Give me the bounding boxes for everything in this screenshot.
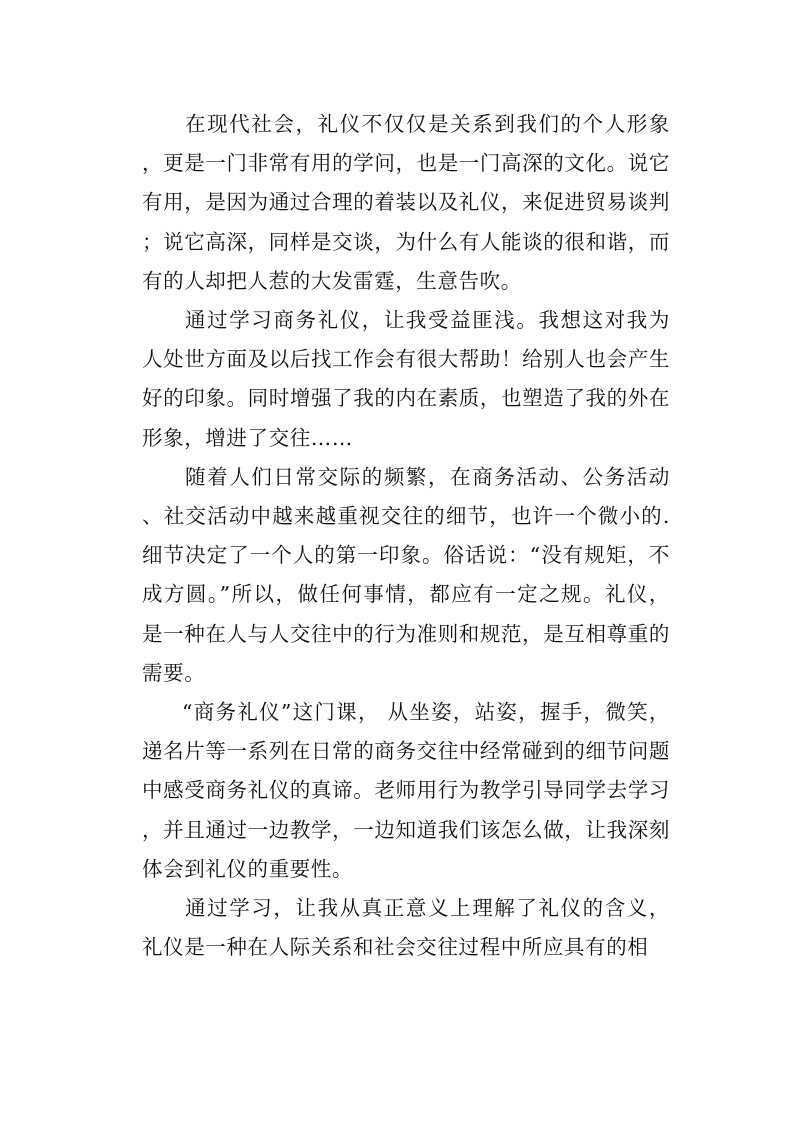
paragraph-2: 通过学习商务礼仪，让我受益匪浅。我想这对我为人处世方面及以后找工作会有很大帮助！给别人也会产生好的印象。同时增强了我的内在素质，也塑造了我的外在形象，增进了交往…… — [142, 308, 670, 450]
paragraph-4: “商务礼仪”这门课， 从坐姿，站姿，握手，微笑，递名片等一系列在日常的商务交往中经常碰到的细节问题中感受商务礼仪的真谛。老师用行为教学引导同学去学习，并且通过一边教学，一边知道我们该怎么做，让我深刻体会到礼仪的重要性。 — [142, 700, 670, 881]
document-body — [142, 105, 670, 967]
paragraph-3: 随着人们日常交际的频繁，在商务活动、公务活动、社交活动中越来越重视交往的细节，也许一个微小的.细节决定了一个人的第一印象。俗话说：“没有规矩，不成方圆。”所以，做任何事情，都应有一定之规。礼仪，是一种在人与人交往中的行为准则和规范，是互相尊重的需要。 — [142, 464, 670, 685]
paragraph-1: 在现代社会，礼仪不仅仅是关系到我们的个人形象，更是一门非常有用的学问，也是一门高深的文化。说它有用，是因为通过合理的着装以及礼仪，来促进贸易谈判；说它高深，同样是交谈，为什么有人能谈的很和谐，而有的人却把人惹的大发雷霆，生意告吹。 — [142, 112, 670, 293]
paragraph-5: 通过学习，让我从真正意义上理解了礼仪的含义，礼仪是一种在人际关系和社会交往过程中所应具有的相 — [142, 896, 670, 960]
